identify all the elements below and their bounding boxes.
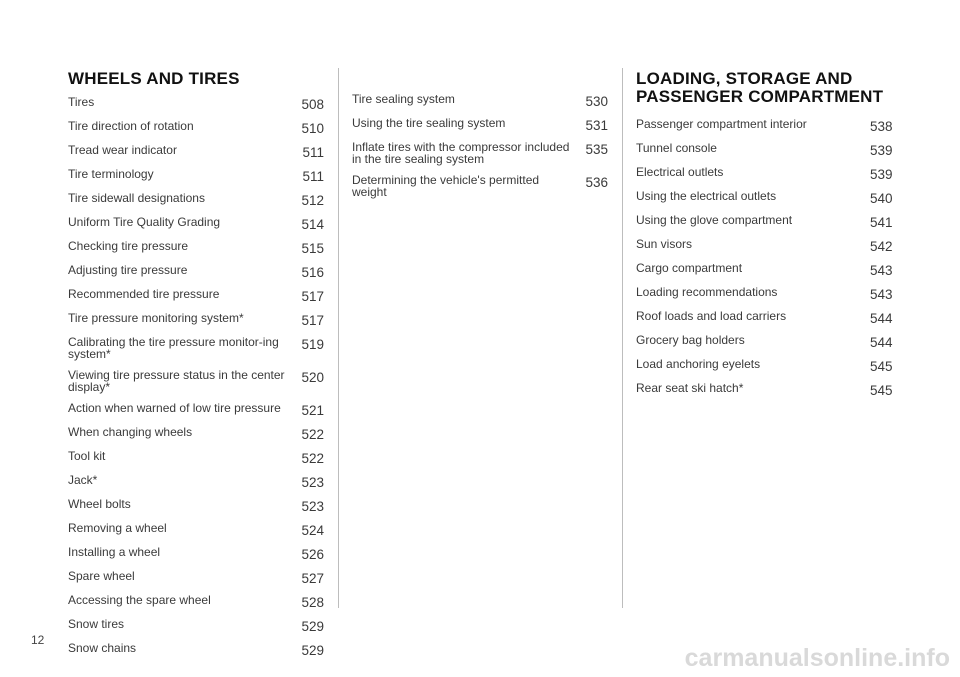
toc-entry-page: 544 — [870, 335, 893, 350]
toc-entry-page: 510 — [301, 121, 324, 136]
toc-entry-page: 544 — [870, 311, 893, 326]
toc-entry-page: 541 — [870, 215, 893, 230]
toc-entry[interactable] — [68, 240, 324, 255]
toc-entry-title: Tires — [68, 95, 95, 109]
toc-entry-page: 511 — [302, 145, 324, 160]
toc-entry[interactable] — [636, 118, 892, 133]
toc-entry-title: Removing a wheel — [68, 521, 167, 535]
toc-entry-title: Calibrating the tire pressure monitor-ing system* — [68, 335, 279, 361]
toc-entry-page: 526 — [301, 547, 324, 562]
toc-entry[interactable] — [68, 216, 324, 231]
toc-entry[interactable] — [68, 546, 324, 561]
toc-entry[interactable] — [68, 498, 324, 513]
toc-entry-title: Roof loads and load carriers — [636, 309, 787, 323]
toc-entry-title: Tread wear indicator — [68, 143, 177, 157]
toc-entry-page: 514 — [301, 217, 324, 232]
toc-entry[interactable] — [68, 642, 324, 657]
toc-entry[interactable] — [636, 334, 892, 349]
toc-entry-title: Action when warned of low tire pressure — [68, 401, 281, 415]
toc-entry-page: 511 — [302, 169, 324, 184]
toc-entry-page: 515 — [301, 241, 324, 256]
section-heading-wheels-and-tires: WHEELS AND TIRES — [68, 69, 240, 88]
toc-entry-title: Snow chains — [68, 641, 137, 655]
toc-entry-page: 529 — [301, 643, 324, 658]
toc-entry-page: 543 — [870, 287, 893, 302]
toc-entry[interactable] — [68, 618, 324, 633]
toc-entry-title: Tire terminology — [68, 167, 154, 181]
toc-entry-page: 535 — [585, 142, 608, 157]
toc-list-tire-sealing — [352, 93, 608, 198]
toc-entry-title: Inflate tires with the compressor included in the tire sealing system — [352, 140, 570, 166]
toc-entry[interactable] — [68, 369, 324, 393]
toc-list-wheels — [68, 96, 324, 657]
toc-entry-page: 538 — [870, 119, 893, 134]
toc-entry-title: Tire pressure monitoring system* — [68, 311, 244, 325]
toc-entry[interactable] — [68, 570, 324, 585]
toc-entry[interactable] — [68, 522, 324, 537]
toc-entry[interactable] — [68, 594, 324, 609]
toc-entry-title: Tire sidewall designations — [68, 191, 205, 205]
toc-entry-page: 523 — [301, 475, 324, 490]
toc-entry[interactable] — [636, 310, 892, 325]
toc-entry[interactable] — [68, 120, 324, 135]
toc-entry[interactable] — [636, 142, 892, 157]
toc-entry[interactable] — [68, 336, 324, 360]
toc-entry-title: Using the tire sealing system — [352, 116, 506, 130]
toc-entry-page: 543 — [870, 263, 893, 278]
toc-entry[interactable] — [636, 382, 892, 397]
toc-entry[interactable] — [636, 214, 892, 229]
toc-entry-title: Installing a wheel — [68, 545, 161, 559]
toc-entry-title: Electrical outlets — [636, 165, 724, 179]
toc-entry-title: Accessing the spare wheel — [68, 593, 211, 607]
toc-entry-title: Jack* — [68, 473, 98, 487]
toc-entry-page: 523 — [301, 499, 324, 514]
toc-entry-page: 519 — [301, 337, 324, 352]
toc-entry-page: 540 — [870, 191, 893, 206]
toc-entry-page: 545 — [870, 359, 893, 374]
toc-column-loading — [636, 70, 892, 406]
toc-entry-title: Checking tire pressure — [68, 239, 189, 253]
toc-entry[interactable] — [68, 402, 324, 417]
toc-entry-page: 522 — [301, 451, 324, 466]
toc-entry-page: 522 — [301, 427, 324, 442]
toc-entry-title: Tunnel console — [636, 141, 717, 155]
toc-entry-title: Viewing tire pressure status in the center display* — [68, 368, 285, 394]
toc-entry-title: Determining the vehicle's permitted weight — [352, 173, 540, 199]
toc-entry-page: 517 — [301, 313, 324, 328]
toc-entry-title: Cargo compartment — [636, 261, 743, 275]
column-divider — [622, 68, 623, 608]
toc-entry[interactable] — [352, 93, 608, 108]
toc-entry-title: Using the electrical outlets — [636, 189, 777, 203]
toc-column-wheels — [68, 70, 324, 666]
toc-entry-page: 536 — [585, 175, 608, 190]
toc-entry-title: Passenger compartment interior — [636, 117, 807, 131]
toc-entry[interactable] — [68, 288, 324, 303]
toc-entry-page: 517 — [301, 289, 324, 304]
toc-entry-page: 539 — [870, 143, 893, 158]
toc-entry[interactable] — [636, 262, 892, 277]
toc-entry[interactable] — [68, 168, 324, 183]
toc-entry[interactable] — [352, 117, 608, 132]
toc-entry-page: 529 — [301, 619, 324, 634]
toc-entry-title: Adjusting tire pressure — [68, 263, 188, 277]
toc-entry-title: Snow tires — [68, 617, 125, 631]
toc-entry-page: 512 — [301, 193, 324, 208]
toc-entry-title: Grocery bag holders — [636, 333, 745, 347]
toc-entry-page: 516 — [301, 265, 324, 280]
toc-entry[interactable] — [68, 450, 324, 465]
toc-entry[interactable] — [68, 264, 324, 279]
toc-entry[interactable] — [68, 144, 324, 159]
toc-list-loading — [636, 118, 892, 397]
toc-column-tire-sealing — [352, 93, 608, 207]
toc-entry[interactable] — [352, 174, 608, 198]
toc-entry-page: 530 — [585, 94, 608, 109]
toc-entry-title: Using the glove compartment — [636, 213, 793, 227]
page-number: 12 — [31, 633, 45, 647]
toc-entry[interactable] — [68, 96, 324, 111]
toc-entry-page: 545 — [870, 383, 893, 398]
toc-entry[interactable] — [636, 238, 892, 253]
toc-entry[interactable] — [636, 358, 892, 373]
toc-entry-page: 531 — [585, 118, 608, 133]
toc-entry-title: Loading recommendations — [636, 285, 778, 299]
toc-entry-page: 542 — [870, 239, 893, 254]
toc-entry-page: 528 — [301, 595, 324, 610]
toc-entry-title: Spare wheel — [68, 569, 135, 583]
column-divider — [338, 68, 339, 608]
toc-entry[interactable] — [636, 286, 892, 301]
toc-entry[interactable] — [352, 141, 608, 165]
toc-entry-title: Recommended tire pressure — [68, 287, 220, 301]
toc-entry-title: Rear seat ski hatch* — [636, 381, 744, 395]
toc-entry-title: Tire sealing system — [352, 92, 455, 106]
toc-entry[interactable] — [68, 312, 324, 327]
toc-entry[interactable] — [68, 426, 324, 441]
toc-entry-title: Tool kit — [68, 449, 106, 463]
toc-entry[interactable] — [636, 166, 892, 181]
toc-entry[interactable] — [636, 190, 892, 205]
toc-entry-title: Sun visors — [636, 237, 693, 251]
toc-entry-page: 524 — [301, 523, 324, 538]
toc-entry-page: 521 — [301, 403, 324, 418]
toc-entry-page: 527 — [301, 571, 324, 586]
toc-entry-title: Load anchoring eyelets — [636, 357, 761, 371]
toc-entry-page: 508 — [301, 97, 324, 112]
toc-entry-title: Wheel bolts — [68, 497, 131, 511]
toc-entry-title: Uniform Tire Quality Grading — [68, 215, 221, 229]
watermark: carmanualsonline.info — [684, 644, 950, 672]
toc-entry-title: When changing wheels — [68, 425, 193, 439]
toc-entry-page: 539 — [870, 167, 893, 182]
toc-entry-page: 520 — [301, 370, 324, 385]
toc-entry[interactable] — [68, 474, 324, 489]
toc-entry-title: Tire direction of rotation — [68, 119, 194, 133]
toc-entry[interactable] — [68, 192, 324, 207]
section-heading-loading-storage: LOADING, STORAGE AND PASSENGER COMPARTMENT — [636, 69, 884, 106]
